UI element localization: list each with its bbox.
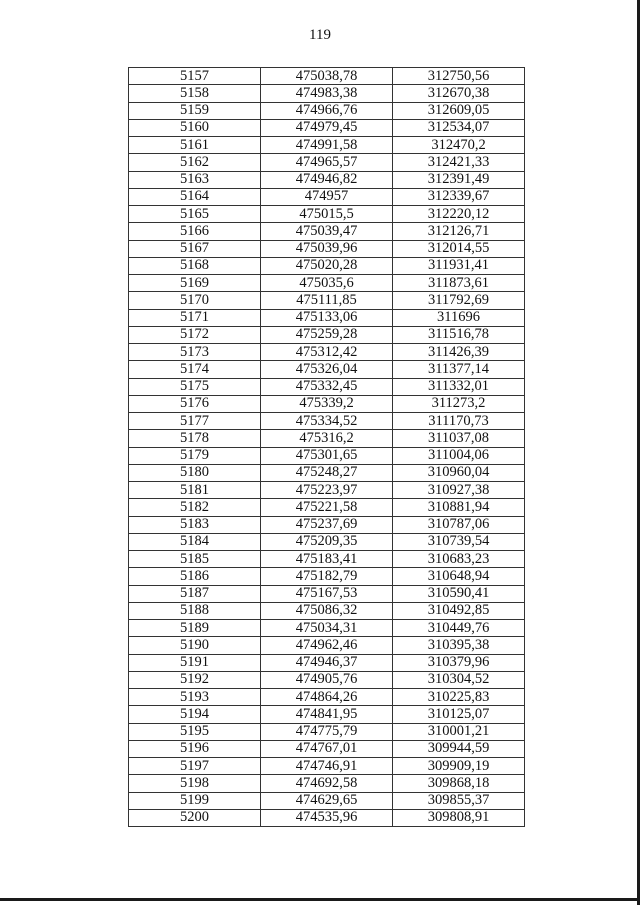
table-row xyxy=(129,257,525,274)
table-row xyxy=(129,395,525,412)
point-number-cell: 5189 xyxy=(129,620,261,637)
y-coordinate-cell: 311273,2 xyxy=(393,395,525,412)
point-number-cell: 5197 xyxy=(129,758,261,775)
table-row xyxy=(129,361,525,378)
x-coordinate-cell: 475020,28 xyxy=(261,257,393,274)
y-coordinate-cell: 312391,49 xyxy=(393,171,525,188)
y-coordinate-cell: 311170,73 xyxy=(393,413,525,430)
x-coordinate-cell: 474535,96 xyxy=(261,809,393,826)
point-number-cell: 5196 xyxy=(129,740,261,757)
y-coordinate-cell: 310449,76 xyxy=(393,620,525,637)
point-number-cell: 5185 xyxy=(129,551,261,568)
point-number-cell: 5187 xyxy=(129,585,261,602)
point-number-cell: 5177 xyxy=(129,413,261,430)
page-number: 119 xyxy=(309,27,331,43)
x-coordinate-cell: 474991,58 xyxy=(261,137,393,154)
table-row xyxy=(129,551,525,568)
y-coordinate-cell: 311696 xyxy=(393,309,525,326)
y-coordinate-cell: 310590,41 xyxy=(393,585,525,602)
y-coordinate-cell: 311377,14 xyxy=(393,361,525,378)
table-row xyxy=(129,309,525,326)
table-row xyxy=(129,154,525,171)
y-coordinate-cell: 310881,94 xyxy=(393,499,525,516)
x-coordinate-cell: 474629,65 xyxy=(261,792,393,809)
point-number-cell: 5167 xyxy=(129,240,261,257)
table-row xyxy=(129,413,525,430)
y-coordinate-cell: 310739,54 xyxy=(393,533,525,550)
y-coordinate-cell: 312470,2 xyxy=(393,137,525,154)
table-row xyxy=(129,119,525,136)
x-coordinate-cell: 475316,2 xyxy=(261,430,393,447)
point-number-cell: 5183 xyxy=(129,516,261,533)
table-row xyxy=(129,188,525,205)
y-coordinate-cell: 312670,38 xyxy=(393,85,525,102)
x-coordinate-cell: 474841,95 xyxy=(261,706,393,723)
y-coordinate-cell: 310001,21 xyxy=(393,723,525,740)
x-coordinate-cell: 475209,35 xyxy=(261,533,393,550)
point-number-cell: 5161 xyxy=(129,137,261,154)
table-row xyxy=(129,740,525,757)
x-coordinate-cell: 474775,79 xyxy=(261,723,393,740)
point-number-cell: 5182 xyxy=(129,499,261,516)
table-row xyxy=(129,223,525,240)
point-number-cell: 5176 xyxy=(129,395,261,412)
table-row xyxy=(129,602,525,619)
y-coordinate-cell: 309855,37 xyxy=(393,792,525,809)
y-coordinate-cell: 311037,08 xyxy=(393,430,525,447)
x-coordinate-cell: 474692,58 xyxy=(261,775,393,792)
y-coordinate-cell: 310960,04 xyxy=(393,464,525,481)
table-row xyxy=(129,85,525,102)
x-coordinate-cell: 475301,65 xyxy=(261,447,393,464)
point-number-cell: 5159 xyxy=(129,102,261,119)
point-number-cell: 5193 xyxy=(129,689,261,706)
x-coordinate-cell: 475326,04 xyxy=(261,361,393,378)
x-coordinate-cell: 475248,27 xyxy=(261,464,393,481)
point-number-cell: 5158 xyxy=(129,85,261,102)
y-coordinate-cell: 309808,91 xyxy=(393,809,525,826)
point-number-cell: 5186 xyxy=(129,568,261,585)
x-coordinate-cell: 475038,78 xyxy=(261,68,393,85)
table-row xyxy=(129,447,525,464)
y-coordinate-cell: 310125,07 xyxy=(393,706,525,723)
point-number-cell: 5181 xyxy=(129,482,261,499)
y-coordinate-cell: 310683,23 xyxy=(393,551,525,568)
y-coordinate-cell: 310395,38 xyxy=(393,637,525,654)
table-row xyxy=(129,102,525,119)
table-row xyxy=(129,464,525,481)
point-number-cell: 5169 xyxy=(129,275,261,292)
x-coordinate-cell: 474946,82 xyxy=(261,171,393,188)
point-number-cell: 5171 xyxy=(129,309,261,326)
y-coordinate-cell: 312534,07 xyxy=(393,119,525,136)
table-row xyxy=(129,240,525,257)
x-coordinate-cell: 474957 xyxy=(261,188,393,205)
y-coordinate-cell: 312609,05 xyxy=(393,102,525,119)
point-number-cell: 5191 xyxy=(129,654,261,671)
y-coordinate-cell: 312220,12 xyxy=(393,206,525,223)
y-coordinate-cell: 310379,96 xyxy=(393,654,525,671)
point-number-cell: 5194 xyxy=(129,706,261,723)
table-row xyxy=(129,809,525,826)
point-number-cell: 5184 xyxy=(129,533,261,550)
y-coordinate-cell: 312014,55 xyxy=(393,240,525,257)
table-row xyxy=(129,792,525,809)
x-coordinate-cell: 475223,97 xyxy=(261,482,393,499)
table-row xyxy=(129,533,525,550)
x-coordinate-cell: 475111,85 xyxy=(261,292,393,309)
y-coordinate-cell: 312421,33 xyxy=(393,154,525,171)
table-row xyxy=(129,775,525,792)
y-coordinate-cell: 312339,67 xyxy=(393,188,525,205)
x-coordinate-cell: 475015,5 xyxy=(261,206,393,223)
table-row xyxy=(129,275,525,292)
table-row xyxy=(129,378,525,395)
point-number-cell: 5179 xyxy=(129,447,261,464)
y-coordinate-cell: 311873,61 xyxy=(393,275,525,292)
table-row xyxy=(129,706,525,723)
point-number-cell: 5168 xyxy=(129,257,261,274)
coordinates-table-body xyxy=(129,68,525,827)
table-row xyxy=(129,499,525,516)
point-number-cell: 5165 xyxy=(129,206,261,223)
x-coordinate-cell: 474962,46 xyxy=(261,637,393,654)
table-row xyxy=(129,585,525,602)
point-number-cell: 5160 xyxy=(129,119,261,136)
x-coordinate-cell: 475167,53 xyxy=(261,585,393,602)
table-row xyxy=(129,568,525,585)
point-number-cell: 5200 xyxy=(129,809,261,826)
y-coordinate-cell: 311931,41 xyxy=(393,257,525,274)
y-coordinate-cell: 311792,69 xyxy=(393,292,525,309)
table-row xyxy=(129,344,525,361)
point-number-cell: 5157 xyxy=(129,68,261,85)
x-coordinate-cell: 474864,26 xyxy=(261,689,393,706)
point-number-cell: 5178 xyxy=(129,430,261,447)
table-row xyxy=(129,620,525,637)
table-row xyxy=(129,326,525,343)
point-number-cell: 5188 xyxy=(129,602,261,619)
point-number-cell: 5163 xyxy=(129,171,261,188)
point-number-cell: 5164 xyxy=(129,188,261,205)
y-coordinate-cell: 312750,56 xyxy=(393,68,525,85)
point-number-cell: 5180 xyxy=(129,464,261,481)
x-coordinate-cell: 474946,37 xyxy=(261,654,393,671)
point-number-cell: 5162 xyxy=(129,154,261,171)
x-coordinate-cell: 474966,76 xyxy=(261,102,393,119)
point-number-cell: 5175 xyxy=(129,378,261,395)
table-row xyxy=(129,171,525,188)
table-row xyxy=(129,137,525,154)
x-coordinate-cell: 475237,69 xyxy=(261,516,393,533)
table-row xyxy=(129,516,525,533)
point-number-cell: 5173 xyxy=(129,344,261,361)
point-number-cell: 5172 xyxy=(129,326,261,343)
scan-edge-bottom xyxy=(0,898,640,901)
point-number-cell: 5174 xyxy=(129,361,261,378)
point-number-cell: 5190 xyxy=(129,637,261,654)
table-row xyxy=(129,758,525,775)
table-row xyxy=(129,430,525,447)
x-coordinate-cell: 474979,45 xyxy=(261,119,393,136)
x-coordinate-cell: 475034,31 xyxy=(261,620,393,637)
table-row xyxy=(129,637,525,654)
point-number-cell: 5195 xyxy=(129,723,261,740)
y-coordinate-cell: 310927,38 xyxy=(393,482,525,499)
y-coordinate-cell: 309868,18 xyxy=(393,775,525,792)
x-coordinate-cell: 475039,96 xyxy=(261,240,393,257)
point-number-cell: 5198 xyxy=(129,775,261,792)
x-coordinate-cell: 475334,52 xyxy=(261,413,393,430)
table-row xyxy=(129,206,525,223)
x-coordinate-cell: 474767,01 xyxy=(261,740,393,757)
x-coordinate-cell: 474746,91 xyxy=(261,758,393,775)
y-coordinate-cell: 310225,83 xyxy=(393,689,525,706)
x-coordinate-cell: 475035,6 xyxy=(261,275,393,292)
table-row xyxy=(129,723,525,740)
table-row xyxy=(129,689,525,706)
x-coordinate-cell: 475039,47 xyxy=(261,223,393,240)
y-coordinate-cell: 309944,59 xyxy=(393,740,525,757)
x-coordinate-cell: 475182,79 xyxy=(261,568,393,585)
point-number-cell: 5166 xyxy=(129,223,261,240)
x-coordinate-cell: 475183,41 xyxy=(261,551,393,568)
x-coordinate-cell: 474983,38 xyxy=(261,85,393,102)
y-coordinate-cell: 310648,94 xyxy=(393,568,525,585)
y-coordinate-cell: 310787,06 xyxy=(393,516,525,533)
table-row xyxy=(129,292,525,309)
x-coordinate-cell: 475086,32 xyxy=(261,602,393,619)
y-coordinate-cell: 309909,19 xyxy=(393,758,525,775)
y-coordinate-cell: 310304,52 xyxy=(393,671,525,688)
y-coordinate-cell: 311332,01 xyxy=(393,378,525,395)
y-coordinate-cell: 311426,39 xyxy=(393,344,525,361)
x-coordinate-cell: 474905,76 xyxy=(261,671,393,688)
y-coordinate-cell: 311516,78 xyxy=(393,326,525,343)
x-coordinate-cell: 475259,28 xyxy=(261,326,393,343)
coordinates-table xyxy=(128,67,525,827)
x-coordinate-cell: 475339,2 xyxy=(261,395,393,412)
x-coordinate-cell: 475221,58 xyxy=(261,499,393,516)
y-coordinate-cell: 311004,06 xyxy=(393,447,525,464)
x-coordinate-cell: 475312,42 xyxy=(261,344,393,361)
x-coordinate-cell: 475332,45 xyxy=(261,378,393,395)
point-number-cell: 5192 xyxy=(129,671,261,688)
table-row xyxy=(129,654,525,671)
table-row xyxy=(129,671,525,688)
x-coordinate-cell: 475133,06 xyxy=(261,309,393,326)
point-number-cell: 5199 xyxy=(129,792,261,809)
x-coordinate-cell: 474965,57 xyxy=(261,154,393,171)
table-row xyxy=(129,68,525,85)
y-coordinate-cell: 312126,71 xyxy=(393,223,525,240)
y-coordinate-cell: 310492,85 xyxy=(393,602,525,619)
table-row xyxy=(129,482,525,499)
point-number-cell: 5170 xyxy=(129,292,261,309)
